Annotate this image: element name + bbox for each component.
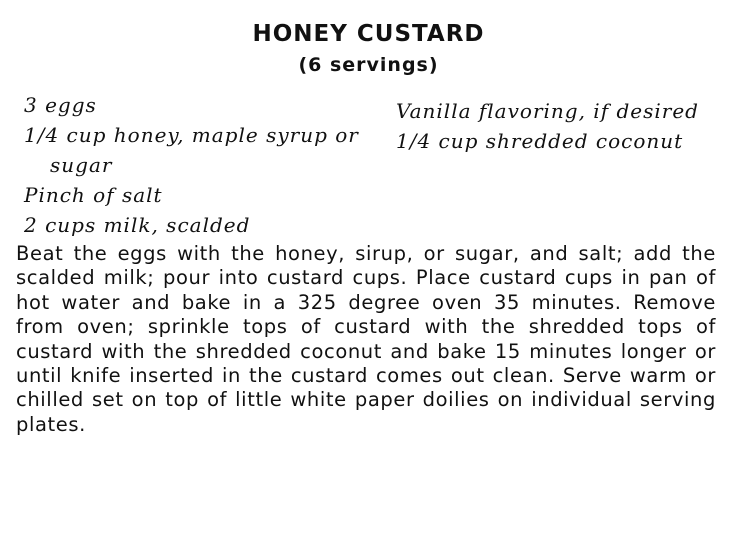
recipe-directions: Beat the eggs with the honey, sirup, or sugar, and salt; add the scalded milk; pour into custard cups. Place custard cups in pan of hot water and bake in a 325 degree oven 35 minutes. Remove from oven; sprinkle tops of custard with the shredded tops of custard with the shredded coconut and bake 15 minutes longer or until knife inserted in the custard comes out clean. Serve warm or chilled set on top of little white paper doilies on individual serving plates. [16,242,716,436]
ingredient-item: 1/4 cup honey, maple syrup or sugar [24,123,359,177]
ingredients-left-column [24,90,374,240]
ingredient-item: 2 cups milk, scalded [24,213,251,237]
ingredient-item: 3 eggs [24,93,97,117]
ingredient-item: Pinch of salt [24,183,163,207]
ingredient-item: 1/4 cup shredded coconut [396,129,684,153]
recipe-title: HONEY CUSTARD [252,21,485,47]
ingredients-right-column [396,96,726,156]
ingredient-item: Vanilla flavoring, if desired [396,99,699,123]
recipe-servings: (6 servings) [298,54,439,76]
